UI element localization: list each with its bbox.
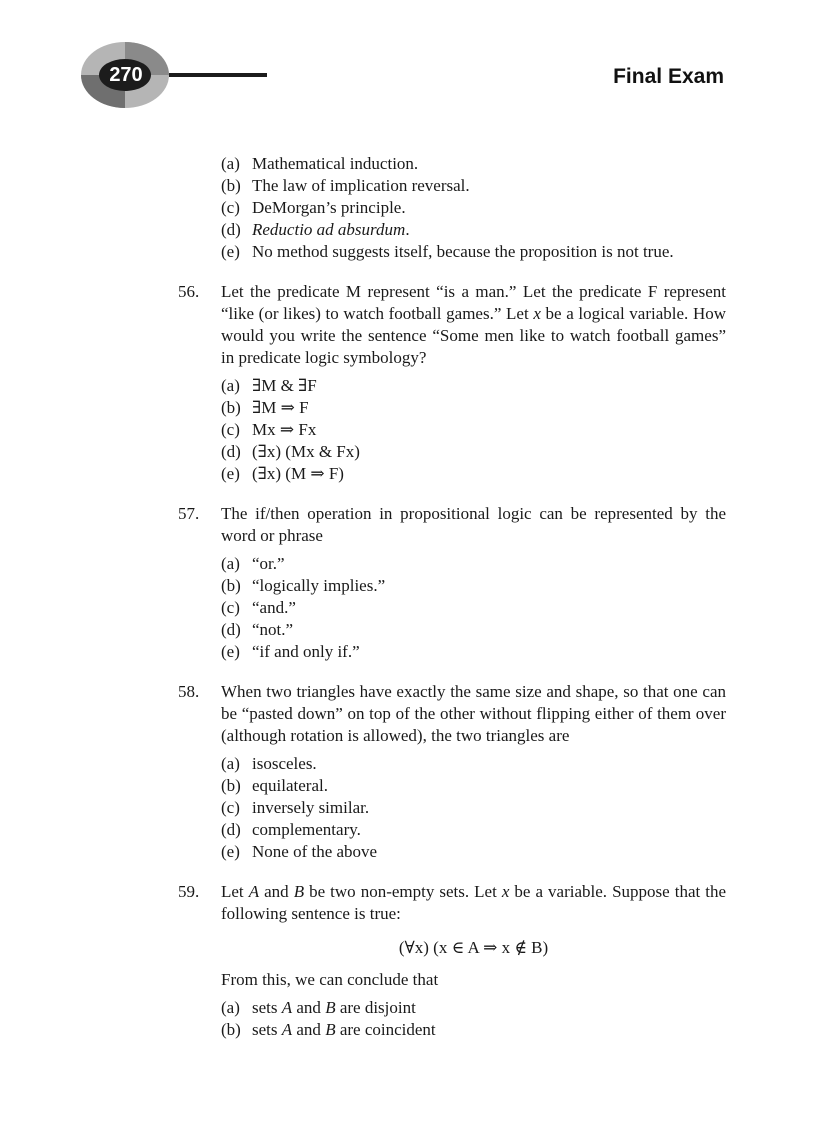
option-c: (c) “and.” xyxy=(221,598,296,617)
option-e: (e) No method suggests itself, because the proposition is not true. xyxy=(221,242,674,261)
question-number: 59. xyxy=(178,882,200,901)
option-c: (c) inversely similar. xyxy=(221,798,370,817)
previous-question-options xyxy=(178,153,726,263)
option-a: (a) isosceles. xyxy=(221,754,317,773)
page-number: 270 xyxy=(109,64,143,86)
option-e: (e) (∃x) (M ⇒ F) xyxy=(221,464,344,483)
option-e: (e) “if and only if.” xyxy=(221,642,360,661)
question-text: When two triangles have exactly the same size and shape, so that one can be “pasted down” on top of the other without flipping either of them over (although rotation is allowed), the two triangles are xyxy=(221,682,726,745)
question-text: Let A and B be two non-empty sets. Let x be a variable. Suppose that the following sentence is true: xyxy=(221,882,727,923)
option-b: (b) The law of implication reversal. xyxy=(221,176,470,195)
option-b: (b) ∃M ⇒ F xyxy=(221,398,309,417)
answer-options xyxy=(178,375,726,485)
question-text: Let the predicate M represent “is a man.” Let the predicate F represent “like (or likes) to watch football games.” Let x be a logical variable. How would you write the sentence “Some men like to watch football games” in predicate logic symbology? xyxy=(221,282,726,367)
question-59 xyxy=(178,881,726,1041)
option-c: (c) DeMorgan’s principle. xyxy=(221,198,406,217)
question-continuation: From this, we can conclude that xyxy=(221,970,439,989)
answer-options xyxy=(178,997,726,1041)
option-b: (b) “logically implies.” xyxy=(221,576,386,595)
question-58 xyxy=(178,681,726,863)
option-e: (e) None of the above xyxy=(221,842,378,861)
page-header xyxy=(0,0,816,120)
option-text: Reductio ad absurdum xyxy=(252,220,406,239)
question-text: The if/then operation in propositional logic can be represented by the word or phrase xyxy=(221,504,726,545)
answer-options xyxy=(178,753,726,863)
option-b: (b) equilateral. xyxy=(221,776,328,795)
chapter-title: Final Exam xyxy=(613,65,724,88)
option-d: (d) “not.” xyxy=(221,620,294,639)
option-a: (a) ∃M & ∃F xyxy=(221,376,317,395)
option-c: (c) Mx ⇒ Fx xyxy=(221,420,317,439)
question-56 xyxy=(178,281,726,485)
answer-options xyxy=(178,553,726,663)
option-b: (b) sets A and B are coincident xyxy=(221,1020,436,1039)
option-a: (a) sets A and B are disjoint xyxy=(221,998,416,1017)
question-57 xyxy=(178,503,726,663)
option-d: (d) Reductio ad absurdum. xyxy=(221,220,410,239)
option-a: (a) “or.” xyxy=(221,554,285,573)
option-a: (a) Mathematical induction. xyxy=(221,154,419,173)
logic-formula: (∀x) (x ∈ A ⇒ x ∉ B) xyxy=(398,938,549,957)
option-d: (d) complementary. xyxy=(221,820,361,839)
page-content xyxy=(178,153,726,1041)
question-number: 57. xyxy=(178,504,200,523)
option-d: (d) (∃x) (Mx & Fx) xyxy=(221,442,360,461)
question-number: 58. xyxy=(178,682,200,701)
question-number: 56. xyxy=(178,282,200,301)
